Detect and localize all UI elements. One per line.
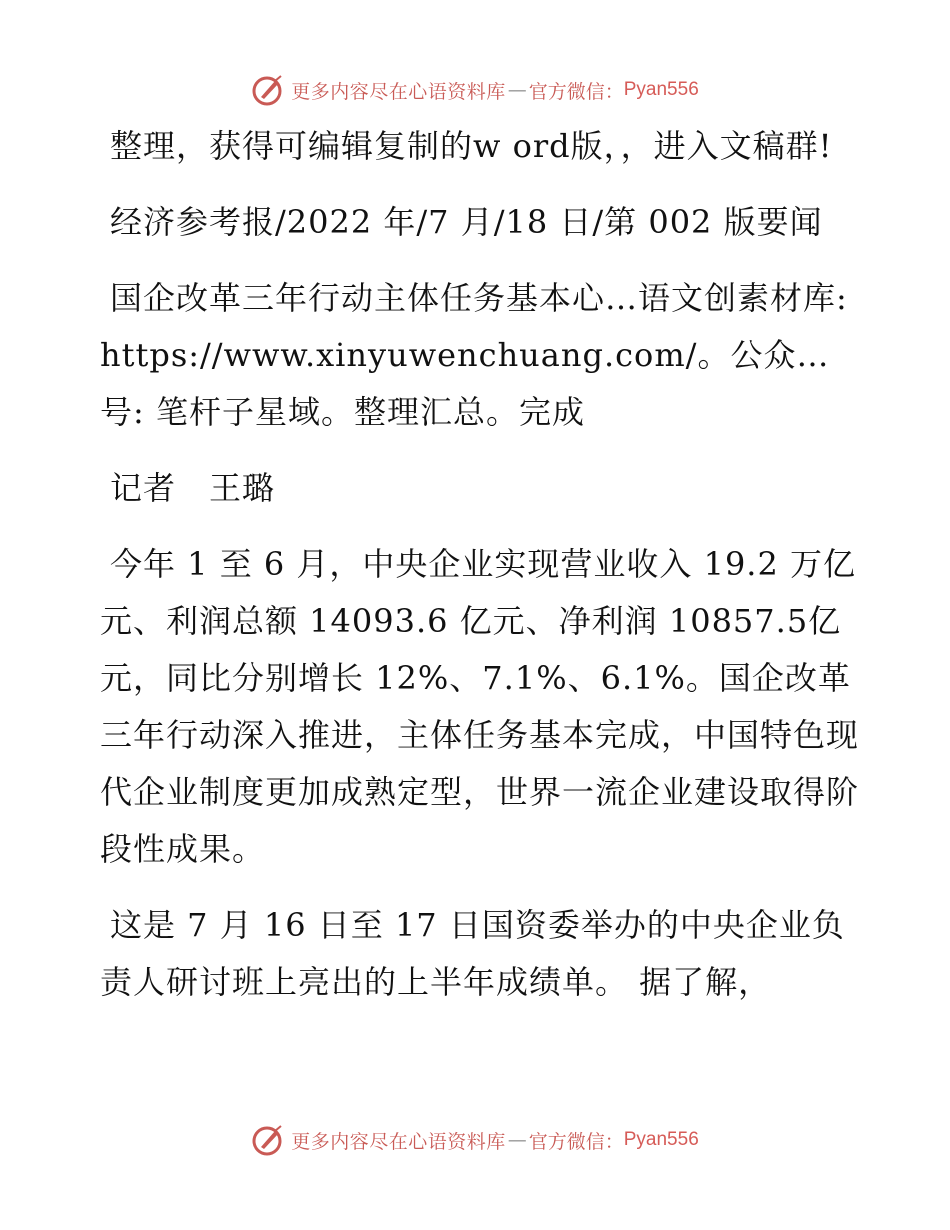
paragraph-body-2: 这是 7 月 16 日至 17 日国资委举办的中央企业负责人研讨班上亮出的上半年成绩单。 据了解， [100,906,845,1001]
banner-wechat-id: Pyan556 [623,1129,699,1150]
banner-dash: — [507,1129,527,1151]
header-watermark-banner [0,70,950,110]
paragraph-intro: 整理，获得可编辑复制的w ord版，，进入文稿群! [110,127,833,165]
footer-watermark-banner [0,1120,950,1160]
paragraph-body-1: 今年 1 至 6 月，中央企业实现营业收入 19.2 万亿元、利润总额 14093.6 亿元、净利润 10857.5亿元，同比分别增长 12%、7.1%、6.1%。国企改革三年行动深入推进，主体任务基本完成，中国特色现代企业制度更加成熟定型，世界一流企业建设取得阶段性成果。 [100,545,860,868]
banner-text: 更多内容尽在心语资料库 [291,80,506,103]
paragraph-source-line: 经济参考报/2022 年/7 月/18 日/第 002 版要闻 [110,203,823,241]
paragraph-byline: 记者 王璐 [110,469,276,507]
banner-wechat-label: 官方微信： [528,1130,624,1153]
document-body [100,118,860,1030]
banner-dash: — [507,79,527,101]
banner-wechat-label: 官方微信： [528,80,624,103]
quill-pen-logo-icon [251,73,285,107]
quill-pen-logo-icon [251,1123,285,1157]
paragraph-headline: 国企改革三年行动主体任务基本心…语文创素材库: https://www.xinyuwenchuang.com/。公众…号: 笔杆子星域。整理汇总。完成 [100,279,848,431]
banner-wechat-id: Pyan556 [623,79,699,100]
banner-text: 更多内容尽在心语资料库 [291,1130,506,1153]
